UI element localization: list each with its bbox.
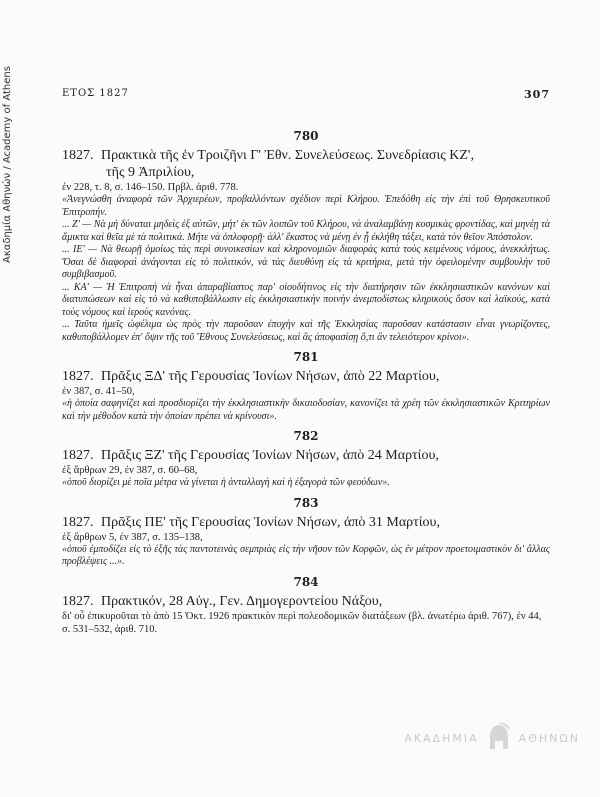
entry bbox=[62, 429, 550, 490]
entry-reference: ἐν 228, τ. 8, σ. 146–150. Πρβλ. ἀριθ. 778. bbox=[62, 182, 239, 193]
entry-body-paragraph: ... ΚΑ' — Ἡ Ἐπιτροπὴ νὰ ἦναι ἀπαραβίαστος παρ' οἱουδήτινος εἰς τὴν διατήρησιν τῶν ἐκκλησιαστικῶν κανόνων καὶ διατυπώσεων καὶ εἰς τὸ νὰ καθυποβάλλωσιν εἰς ἐκκλησιαστικὴν ποινὴν ἀνεμποδίστως κληρικοὺς ὅσον καὶ λαϊκούς, κατὰ τοὺς νόμους καὶ ἱεροὺς κανόνας. bbox=[62, 281, 550, 318]
entry-title-cont: τῆς 9 Ἀπριλίου, bbox=[106, 165, 195, 180]
entry bbox=[62, 496, 550, 569]
entry-body-paragraph: ... Ζ' — Νὰ μὴ δύναται μηδεὶς ἐξ αὐτῶν, μήτ' ἐκ τῶν λοιπῶν τοῦ Κλήρου, νὰ ἀναλαμβάνῃ κοσμικὰς φροντίδας, καὶ μηνέῃ τὰ ἄμικτα καὶ θεῖα μὲ τὰ πολιτικά. Μήτε νὰ ὁπλοφορῇ· ἀλλ' ἕκαστος νὰ μένῃ ἐν ᾗ ἐκλήθη τάξει, κατὰ τὸν θεῖον Ἀπόστολον. bbox=[62, 219, 550, 243]
entry bbox=[62, 350, 550, 423]
entry-reference: ἐν 387, σ. 41–50, bbox=[62, 386, 135, 397]
entry-title: Πρακτικὰ τῆς ἐν Τροιζῆνι Γ' Ἐθν. Συνελεύσεως. Συνεδρίασις ΚΖ', bbox=[101, 148, 474, 163]
entry-heading bbox=[62, 147, 550, 181]
entry-reference: ἐξ ἄρθρων 29, ἐν 387, σ. 60–68, bbox=[62, 465, 198, 476]
entry-title: Πρᾶξις ΞΖ' τῆς Γερουσίας Ἰονίων Νήσων, ἀπὸ 24 Μαρτίου, bbox=[101, 448, 439, 463]
page-number: 307 bbox=[524, 88, 550, 101]
entry-number: 780 bbox=[293, 129, 319, 143]
entry bbox=[62, 575, 550, 636]
entry-number: 783 bbox=[293, 495, 319, 510]
entry-heading bbox=[62, 447, 550, 464]
document-page bbox=[62, 88, 550, 642]
watermark-left-text: ΑΚΑΔΗΜΙΑ bbox=[404, 731, 479, 745]
entry-body-paragraph: «Ἀνεγνώσθη ἀναφορὰ τῶν Ἀρχιερέων, προβαλλόντων σχέδιον περὶ Κλήρου. Ἐπεδόθη εἰς τὴν ἐπὶ τοῦ Θρησκευτικοῦ Ἐπιτροπήν. bbox=[62, 194, 550, 218]
entry-body-paragraph: ... ΙΕ' — Νὰ θεωρῇ ὁμοίως τὰς περὶ συνοικεσίων καὶ κληρονομιῶν διαφορὰς κατὰ τοὺς κειμένους νόμους, ἀνεκκλήτως. Ὅσαι δὲ διαφοραὶ ἀνάγονται εἰς τὸ πολιτικόν, νὰ τὰς διευθύνῃ εἰς τὰ κριτήρια, μετὰ τὴν ὀφειλομένην συμβουλὴν τοῦ συμβιβασμοῦ. bbox=[62, 244, 550, 280]
entry-title: Πρᾶξις ΞΔ' τῆς Γερουσίας Ἰονίων Νήσων, ἀπὸ 22 Μαρτίου, bbox=[101, 369, 440, 384]
entry-body-paragraph: ... Ταῦτα ἡμεῖς ὠφέλιμα ὡς πρὸς τὴν παροῦσαν ἐποχὴν καὶ τῆς Ἐκκλησίας παροῦσαν κατάστασιν εἶναι γνωρίζοντες, καθυποβάλλομεν ἐπ' ὄψιν τῆς τοῦ Ἔθνους Συνελεύσεως, καὶ ἃς ἀποφασίσῃ ὅ,τι ἂν τελειότερον κρίνοι». bbox=[62, 319, 550, 343]
entry-year: 1827. bbox=[62, 593, 94, 609]
entry-number: 784 bbox=[293, 574, 319, 589]
entry-heading bbox=[62, 593, 550, 610]
academy-watermark bbox=[404, 723, 580, 753]
side-caption: Ακαδημία Αθηνών / Academy of Athens bbox=[2, 66, 13, 264]
entry-heading bbox=[62, 368, 550, 385]
entry-year: 1827. bbox=[62, 514, 94, 530]
entry-heading bbox=[62, 514, 550, 531]
entry-body-paragraph: «ὁποῦ διορίζει μὲ ποῖα μέτρα νὰ γίνεται ἡ ἀνταλλαγὴ καὶ ἡ ἐξαγορὰ τῶν φεούδων». bbox=[62, 477, 390, 488]
running-head bbox=[62, 88, 550, 101]
helmet-icon bbox=[487, 723, 511, 753]
running-head-title: ΕΤΟΣ 1827 bbox=[62, 88, 129, 99]
watermark-right-text: ΑΘΗΝΩΝ bbox=[518, 731, 580, 745]
entry-reference: ἐξ ἄρθρων 5, ἐν 387, σ. 135–138, bbox=[62, 531, 203, 543]
entry-year: 1827. bbox=[62, 448, 94, 463]
entry-year: 1827. bbox=[62, 369, 94, 384]
entry-body-paragraph: «ἡ ὁποία σαφηνίζει καὶ προσδιορίζει τὴν ἐκκλησιαστικὴν δικαιοδοσίαν, κανονίζει τὰ χρέη τῶν ἐκκλησιαστικῶν Κριτηρίων καὶ τὴν μέθοδον κατὰ τὴν ὁποίαν πρέπει νὰ κρίνουσι». bbox=[62, 398, 550, 422]
entry-title: Πρακτικόν, 28 Αὐγ., Γεν. Δημογεροντείου Νάξου, bbox=[101, 593, 383, 609]
entry-reference: δι' οὗ ἐπικυροῦται τὸ ἀπὸ 15 Ὀκτ. 1926 πρακτικὸν περὶ πολεοδομικῶν διατάξεων (βλ. ἀνωτέρω ἀριθ. 767), ἐν 44, σ. 531–532, ἀριθ. 710. bbox=[62, 610, 542, 635]
entry-title: Πρᾶξις ΠΕ' τῆς Γερουσίας Ἰονίων Νήσων, ἀπὸ 31 Μαρτίου, bbox=[101, 514, 440, 530]
entry-body-paragraph: «ὁποῦ ἐμποδίζει εἰς τὸ ἑξῆς τὰς παντοτεινὰς σεμπριὰς εἰς τὴν νῆσον τῶν Κορφῶν, ὡς ἐν μέτρον προετοιμαστικὸν δι' ἄλλας προβλέψεις ...». bbox=[62, 543, 550, 567]
entry-number: 781 bbox=[293, 350, 319, 364]
entry-number: 782 bbox=[293, 429, 319, 443]
entry bbox=[62, 129, 550, 344]
entry-year: 1827. bbox=[62, 148, 94, 163]
